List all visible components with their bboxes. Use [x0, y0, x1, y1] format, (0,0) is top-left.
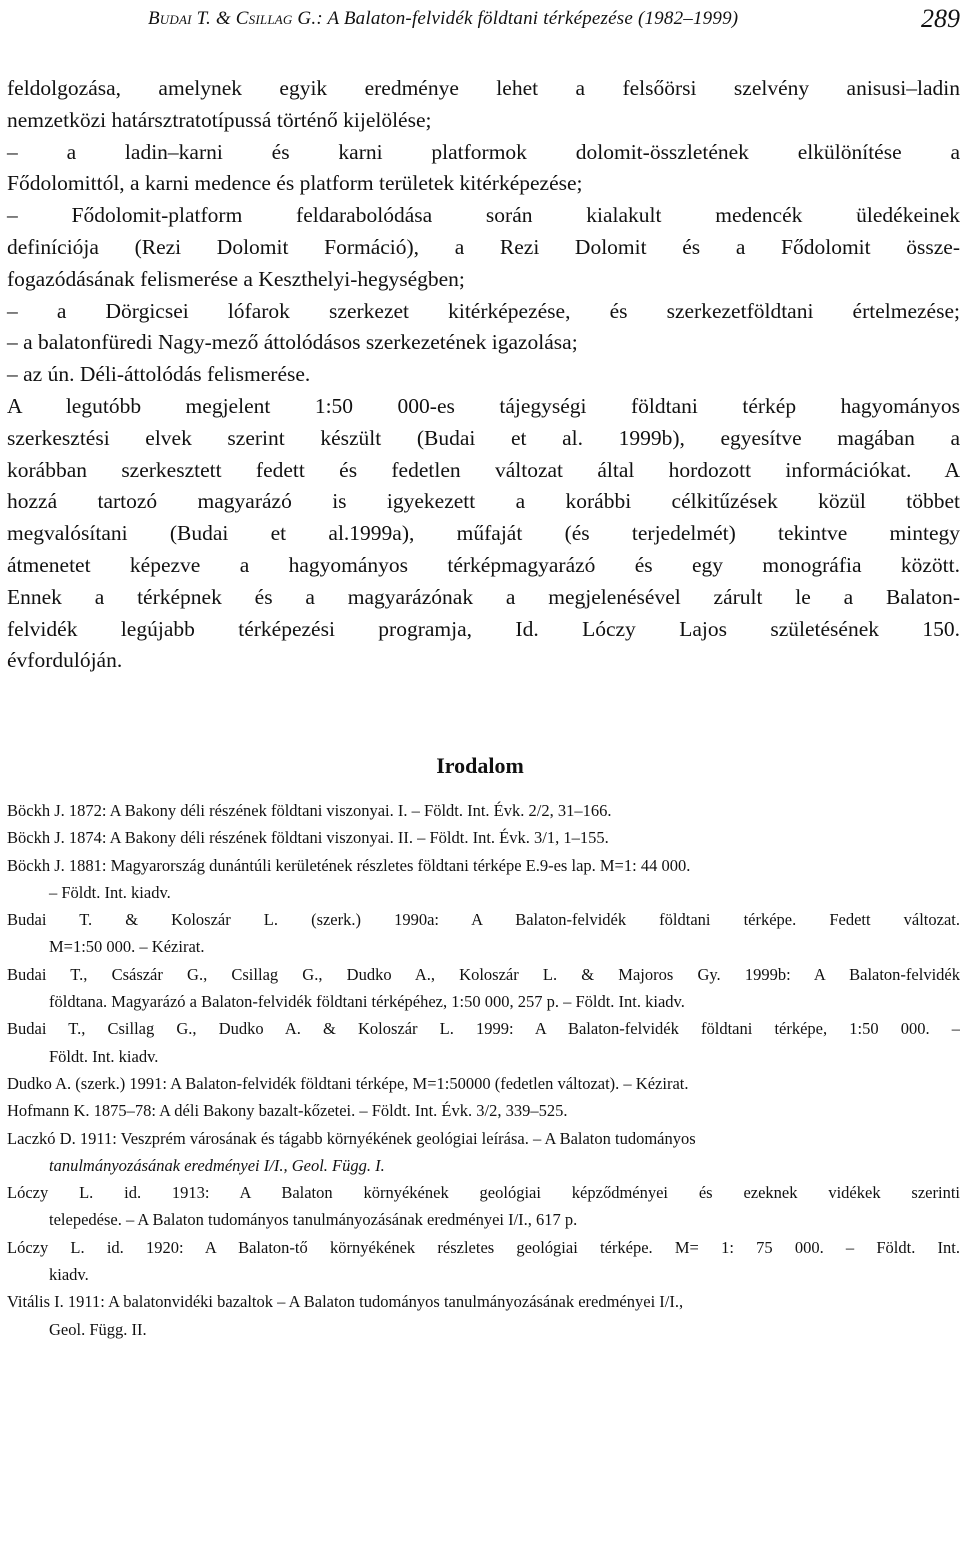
running-header: [148, 4, 960, 38]
reference-line: Hofmann K. 1875–78: A déli Bakony bazalt-kőzetei. – Földt. Int. Évk. 3/2, 339–525.: [7, 1101, 568, 1121]
body-line: – Fődolomit-platform feldarabolódása során kialakult medencék üledékeinek: [7, 203, 960, 228]
body-line: Fődolomittól, a karni medence és platform területek kitérképezése;: [7, 171, 583, 196]
body-line: megvalósítani (Budai et al.1999a), műfaját (és terjedelmét) tekintve mintegy: [7, 521, 960, 546]
reference-line: kiadv.: [49, 1265, 89, 1285]
reference-line: Böckh J. 1881: Magyarország dunántúli kerületének részletes földtani térképe E.9-es lap. M=1: 44 000.: [7, 855, 691, 875]
reference-line: Geol. Függ. II.: [49, 1319, 147, 1339]
references-heading: Irodalom: [436, 753, 524, 778]
body-line: felvidék legújabb térképezési programja, Id. Lóczy Lajos születésének 150.: [7, 616, 960, 641]
reference-line: tanulmányozásának eredményei I/I., Geol. Függ. I.: [49, 1155, 385, 1175]
body-line: nemzetközi határsztratotípussá történő kijelölése;: [7, 107, 432, 132]
reference-line: telepedése. – A Balaton tudományos tanulmányozásának eredményei I/I., 617 p.: [49, 1210, 578, 1230]
running-head-authors: Budai T. & Csillag G.: [148, 8, 317, 29]
reference-line: Budai T., Csillag G., Dudko A. & Koloszár L. 1999: A Balaton-felvidék földtani térképe, 1:50 000. –: [7, 1019, 960, 1039]
running-head-title: : A Balaton-felvidék földtani térképezése (1982–1999): [316, 8, 739, 29]
reference-line: M=1:50 000. – Kézirat.: [49, 937, 205, 957]
reference-line: Dudko A. (szerk.) 1991: A Balaton-felvidék földtani térképe, M=1:50000 (fedetlen változat). – Kézirat.: [7, 1073, 689, 1093]
reference-line: – Földt. Int. kiadv.: [49, 882, 171, 902]
body-line: Ennek a térképnek és a magyarázónak a megjelenésével zárult le a Balaton-: [7, 584, 960, 609]
body-line: évfordulóján.: [7, 648, 123, 673]
body-line: – az ún. Déli-áttolódás felismerése.: [7, 362, 311, 387]
body-line: hozzá tartozó magyarázó is igyekezett a korábbi célkitűzések közül többet: [7, 489, 960, 514]
body-line: fogazódásának felismerése a Keszthelyi-hegységben;: [7, 266, 465, 291]
page-number: 289: [921, 4, 960, 33]
reference-line: Lóczy L. id. 1913: A Balaton környékének geológiai képződményei és ezeknek vidékek szerinti: [7, 1183, 960, 1203]
reference-line: Budai T. & Koloszár L. (szerk.) 1990a: A Balaton-felvidék földtani térképe. Fedett változat.: [7, 910, 960, 930]
reference-line: Vitális I. 1911: A balatonvidéki bazaltok – A Balaton tudományos tanulmányozásának eredményei I/I.,: [7, 1292, 684, 1312]
reference-line: Lóczy L. id. 1920: A Balaton-tő környékének részletes geológiai térképe. M= 1: 75 000. – Földt. Int.: [7, 1237, 960, 1257]
running-head: [148, 8, 738, 30]
body-line: definíciója (Rezi Dolomit Formáció), a Rezi Dolomit és a Fődolomit össze-: [7, 234, 960, 259]
reference-line: Böckh J. 1872: A Bakony déli részének földtani viszonyai. I. – Földt. Int. Évk. 2/2, 31–166.: [7, 801, 612, 820]
reference-line: Földt. Int. kiadv.: [49, 1046, 159, 1066]
body-line: feldolgozása, amelynek egyik eredménye lehet a felsőörsi szelvény anisusi–ladin: [7, 76, 960, 100]
reference-line: Laczkó D. 1911: Veszprém városának és tágabb környékének geológiai leírása. – A Balaton tudományos: [7, 1128, 696, 1148]
body-line: – a Dörgicsei lófarok szerkezet kitérképezése, és szerkezetföldtani értelmezése;: [7, 298, 960, 323]
body-line: A legutóbb megjelent 1:50 000-es tájegységi földtani térkép hagyományos: [7, 393, 960, 418]
body-line: szerkesztési elvek szerint készült (Budai et al. 1999b), egyesítve magában a: [7, 425, 960, 450]
references-list: [7, 797, 960, 1343]
reference-line: földtana. Magyarázó a Balaton-felvidék földtani térképéhez, 1:50 000, 257 p. – Földt. Int. kiadv.: [49, 992, 685, 1012]
body-line: átmenetet képezve a hagyományos térképmagyarázó és egy monográfia között.: [7, 552, 960, 577]
reference-line: Böckh J. 1874: A Bakony déli részének földtani viszonyai. II. – Földt. Int. Évk. 3/1, 1–155.: [7, 828, 609, 848]
reference-line: Budai T., Császár G., Csillag G., Dudko A., Koloszár L. & Majoros Gy. 1999b: A Balaton-felvidék: [7, 964, 960, 984]
body-line: korábban szerkesztett fedett és fedetlen változat által hordozott információkat. A: [7, 457, 960, 482]
body-line: – a balatonfüredi Nagy-mező áttolódásos szerkezetének igazolása;: [7, 330, 578, 355]
body-text: [7, 73, 960, 677]
body-line: – a ladin–karni és karni platformok dolomit-összletének elkülönítése a: [7, 139, 960, 164]
